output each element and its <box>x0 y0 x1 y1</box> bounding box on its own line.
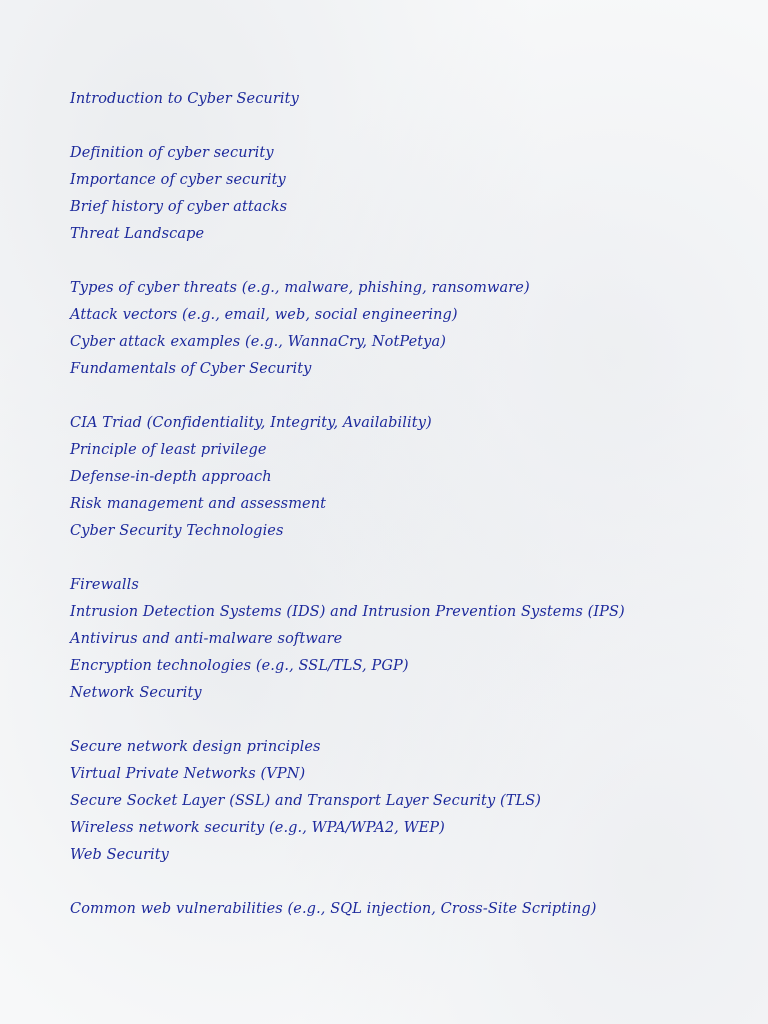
list-item: Principle of least privilege <box>70 442 267 458</box>
section-heading: Introduction to Cyber Security <box>70 91 299 107</box>
list-item: Attack vectors (e.g., email, web, social engineering) <box>70 307 458 323</box>
list-item: Encryption technologies (e.g., SSL/TLS, PGP) <box>70 658 409 674</box>
section-heading: Fundamentals of Cyber Security <box>70 361 312 377</box>
spacer <box>70 707 730 734</box>
section-heading: Cyber Security Technologies <box>70 523 284 539</box>
list-item: Defense-in-depth approach <box>70 469 272 485</box>
list-item: Importance of cyber security <box>70 172 286 188</box>
list-item: Virtual Private Networks (VPN) <box>70 766 306 782</box>
document-body <box>70 86 730 923</box>
list-item: Secure network design principles <box>70 739 321 755</box>
list-item: Brief history of cyber attacks <box>70 199 288 215</box>
spacer <box>70 869 730 896</box>
spacer <box>70 248 730 275</box>
list-item: CIA Triad (Confidentiality, Integrity, Availability) <box>70 415 432 431</box>
section-heading: Network Security <box>70 685 202 701</box>
list-item: Risk management and assessment <box>70 496 327 512</box>
list-item: Cyber attack examples (e.g., WannaCry, NotPetya) <box>70 334 446 350</box>
list-item: Firewalls <box>70 577 139 593</box>
list-item: Secure Socket Layer (SSL) and Transport Layer Security (TLS) <box>70 793 542 809</box>
section-heading: Web Security <box>70 847 169 863</box>
spacer <box>70 113 730 140</box>
list-item: Definition of cyber security <box>70 145 274 161</box>
list-item: Common web vulnerabilities (e.g., SQL injection, Cross-Site Scripting) <box>70 901 597 917</box>
spacer <box>70 545 730 572</box>
list-item: Wireless network security (e.g., WPA/WPA2, WEP) <box>70 820 445 836</box>
list-item: Antivirus and anti-malware software <box>70 631 343 647</box>
list-item: Intrusion Detection Systems (IDS) and Intrusion Prevention Systems (IPS) <box>70 604 625 620</box>
spacer <box>70 383 730 410</box>
list-item: Types of cyber threats (e.g., malware, phishing, ransomware) <box>70 280 530 296</box>
section-heading: Threat Landscape <box>70 226 205 242</box>
